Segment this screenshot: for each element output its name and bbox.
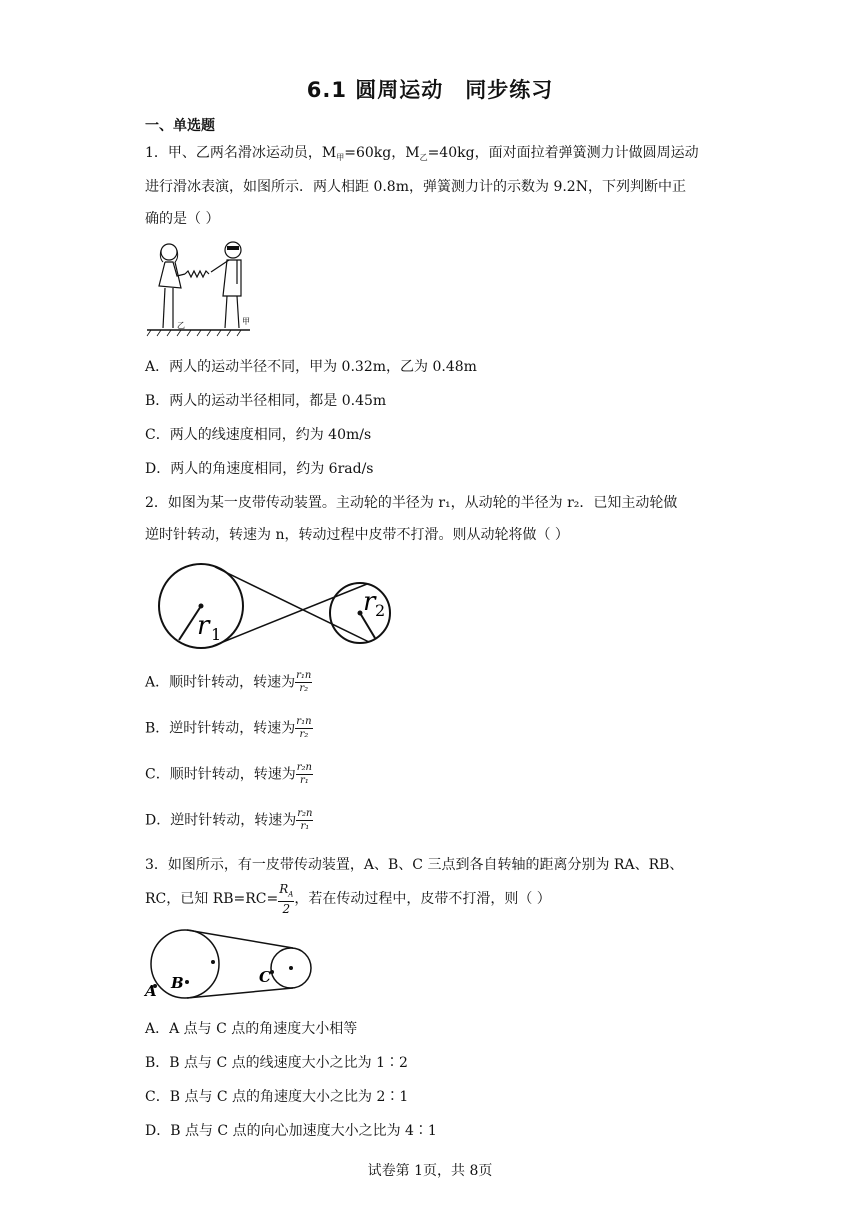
q2-line-2: 逆时针转动，转速为 n，转动过程中皮带不打滑。则从动轮将做（ ）	[145, 527, 569, 543]
page-title: 6.1 圆周运动 同步练习	[306, 78, 554, 102]
q2-option-b[interactable]: B．逆时针转动，转速为 $\frac{\text{r₁n}}{\text{r₂}}$	[145, 716, 312, 740]
q2-option-c[interactable]: C．顺时针转动，转速为 $\frac{\text{r₂n}}{\text{r₁}}$	[145, 762, 312, 786]
q2-figure-belt-crossed	[155, 558, 395, 658]
q1-line-3: 确的是（ ）	[145, 211, 220, 227]
q2-option-a[interactable]: A．顺时针转动，转速为 $\frac{\text{r₁n}}{\text{r₂}}$	[145, 670, 312, 694]
q3-option-a[interactable]: A．A 点与 C 点的角速度大小相等	[145, 1021, 358, 1037]
page-footer: 试卷第 1页，共 8页	[367, 1163, 493, 1179]
q3-figure-belt-open	[143, 926, 323, 1006]
q1-option-d[interactable]: D．两人的角速度相同，约为 6rad/s	[145, 461, 374, 477]
q1-option-b[interactable]: B．两人的运动半径相同，都是 0.45m	[145, 393, 387, 409]
q3-label-b: B	[171, 974, 184, 992]
q3-label-a: A	[145, 982, 157, 1000]
q1-figure-label-left: 乙	[177, 321, 185, 330]
q3-line-1: 3．如图所示，有一皮带传动装置，A、B、C 三点到各自转轴的距离分别为 RA、RB、	[145, 857, 684, 873]
q2-option-d[interactable]: D．逆时针转动，转速为 $\frac{\text{r₂n}}{\text{r₁}}$	[145, 808, 313, 832]
q1-figure-skaters	[145, 238, 255, 338]
section-heading: 一、单选题	[145, 118, 215, 134]
q3-label-c: C	[259, 968, 271, 986]
q2-label-r1: r	[197, 611, 210, 641]
q3-option-c[interactable]: C．B 点与 C 点的角速度大小之比为 2∶1	[145, 1089, 409, 1105]
q2-line-1: 2．如图为某一皮带传动装置。主动轮的半径为 r₁，从动轮的半径为 r₂．已知主动轮做	[145, 495, 678, 511]
q3-option-b[interactable]: B．B 点与 C 点的线速度大小之比为 1∶2	[145, 1055, 408, 1071]
q2-label-r2: r	[363, 587, 376, 617]
q2-label-r2-sub: 2	[375, 601, 386, 620]
q3-option-d[interactable]: D．B 点与 C 点的向心加速度大小之比为 4∶1	[145, 1123, 437, 1139]
q1-option-c[interactable]: C．两人的线速度相同，约为 40m/s	[145, 427, 372, 443]
q1-line-1: 1．甲、乙两名滑冰运动员，$M_甲=60kg$，$M_乙=40kg$，面对面拉着弹簧测力计做圆周运动	[145, 145, 699, 162]
q1-option-a[interactable]: A．两人的运动半径不同，甲为 0.32m，乙为 0.48m	[145, 359, 477, 375]
q1-line-2: 进行滑冰表演，如图所示．两人相距 0.8m，弹簧测力计的示数为 9.2N，下列判断中正	[145, 179, 686, 195]
q3-line-2: RC，已知 RB=RC= $\frac{R_A}{2}$ ，若在传动过程中，皮带不打滑，则（ ）	[145, 882, 551, 917]
q2-label-r1-sub: 1	[211, 625, 222, 644]
q1-figure-label-right: 甲	[242, 317, 250, 326]
